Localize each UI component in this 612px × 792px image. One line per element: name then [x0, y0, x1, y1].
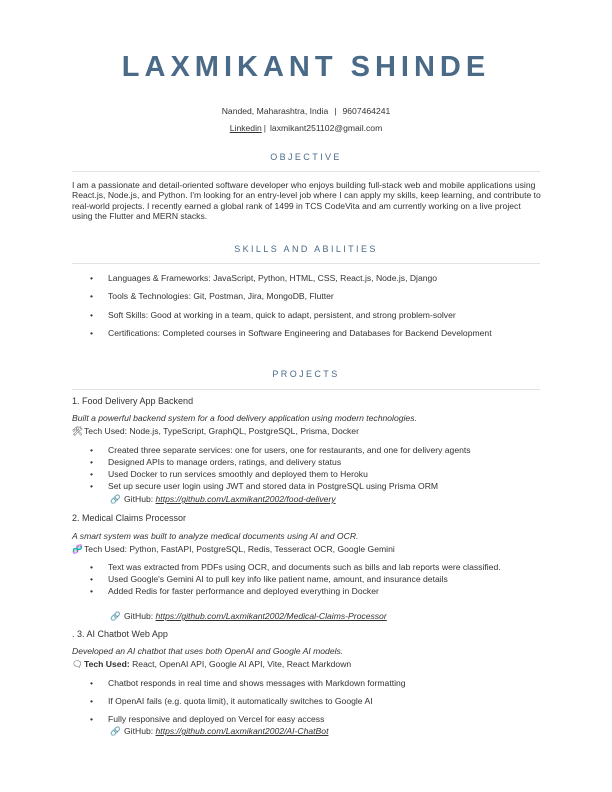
tools-icon: 🛠: [72, 426, 83, 436]
github-row: 🔗 GitHub: https://github.com/Laxmikant2002/food-delivery: [110, 494, 336, 504]
github-link[interactable]: https://github.com/Laxmikant2002/Medical-Claims-Processor: [155, 611, 387, 621]
project-points: [90, 678, 540, 724]
list-item: • Used Docker to run services smoothly and deployed them to Heroku: [90, 469, 368, 480]
list-item: • Set up secure user login using JWT and stored data in PostgreSQL using Prisma ORM: [90, 481, 439, 492]
bullet: •: [90, 562, 94, 572]
bullet: •: [90, 678, 94, 688]
skill-item: • Certifications: Completed courses in Software Engineering and Databases for Backend Development: [90, 328, 492, 339]
project-points: [90, 562, 540, 597]
bullet: •: [90, 469, 94, 480]
bullet: •: [90, 574, 94, 585]
github-row: 🔗 GitHub: https://github.com/Laxmikant2002/Medical-Claims-Processor: [110, 611, 387, 621]
speech-bubble-icon: 🗨: [72, 659, 83, 669]
project-description: Developed an AI chatbot that uses both OpenAI and Google AI models.: [72, 646, 344, 656]
skill-item: • Soft Skills: Good at working in a team, quick to adapt, persistent, and strong problem-solver: [90, 309, 456, 320]
contact-links: [0, 123, 612, 133]
bullet: •: [90, 696, 94, 706]
section-divider: [72, 389, 540, 390]
link-icon: 🔗: [110, 611, 121, 621]
skill-item: • Languages & Frameworks: JavaScript, Python, HTML, CSS, React.js, Node.js, Django: [90, 273, 438, 283]
list-item: • If OpenAI fails (e.g. quota limit), it automatically switches to Google AI: [90, 696, 373, 706]
dna-icon: 🧬: [72, 544, 83, 554]
link-icon: 🔗: [110, 726, 121, 736]
project-title: 1. Food Delivery App Backend: [72, 396, 194, 406]
linkedin-link[interactable]: Linkedin: [229, 123, 262, 133]
list-item: • Designed APIs to manage orders, ratings, and delivery status: [90, 457, 342, 468]
project-title: . 3. AI Chatbot Web App: [72, 629, 168, 639]
bullet: •: [90, 457, 94, 468]
separator: |: [334, 106, 337, 116]
candidate-name: LAXMIKANT SHINDE: [121, 51, 491, 83]
list-item: • Used Google's Gemini AI to pull key info like patient name, amount, and insurance details: [90, 574, 448, 585]
tech-used: 🛠Tech Used: Node.js, TypeScript, GraphQL, PostgreSQL, Prisma, Docker: [72, 426, 359, 436]
github-row: 🔗 GitHub: https://github.com/Laxmikant2002/AI-ChatBot: [110, 726, 329, 736]
github-link[interactable]: https://github.com/Laxmikant2002/food-delivery: [155, 494, 336, 504]
list-item: • Added Redis for faster performance and deployed everything in Docker: [90, 586, 379, 597]
bullet: •: [90, 273, 94, 283]
bullet: •: [90, 328, 94, 339]
contact-line: [0, 106, 612, 116]
section-title-projects: PROJECTS: [272, 369, 340, 379]
bullet: •: [90, 309, 94, 320]
list-item: • Text was extracted from PDFs using OCR, and documents such as bills and lab reports were classified.: [90, 562, 501, 572]
tech-used: 🗨Tech Used: React, OpenAI API, Google AI API, Vite, React Markdown: [72, 659, 352, 669]
project-points: [90, 445, 540, 492]
bullet: •: [90, 714, 94, 724]
section-divider: [72, 263, 540, 264]
github-link[interactable]: https://github.com/Laxmikant2002/AI-ChatBot: [155, 726, 329, 736]
list-item: • Created three separate services: one for users, one for restaurants, and one for delivery agents: [90, 445, 471, 455]
project-description: Built a powerful backend system for a food delivery application using modern technologies.: [72, 413, 417, 423]
list-item: • Chatbot responds in real time and shows messages with Markdown formatting: [90, 678, 406, 688]
skills-list: [90, 273, 540, 339]
bullet: •: [90, 445, 94, 455]
objective-text: I am a passionate and detail-oriented software developer who enjoys building full-stack web and mobile applications using React.js, Node.js, and Python. I'm looking for an entry-level job where I can apply my skills, keep learning, and contribute to real-world projects. I recently earned a global rank of 1499 in TCS CodeVita and am currently working on a live project using the Flutter and MERN stacks.: [72, 180, 541, 222]
phone-text: 9607464241: [342, 106, 391, 116]
section-title-skills: SKILLS AND ABILITIES: [234, 244, 378, 254]
skill-item: • Tools & Technologies: Git, Postman, Jira, MongoDB, Flutter: [90, 291, 334, 302]
link-icon: 🔗: [110, 494, 121, 504]
section-divider: [72, 171, 540, 172]
project-title: 2. Medical Claims Processor: [72, 513, 187, 523]
email-text[interactable]: laxmikant251102@gmail.com: [270, 123, 383, 133]
bullet: •: [90, 481, 94, 492]
separator: |: [263, 123, 267, 133]
section-title-objective: OBJECTIVE: [270, 152, 342, 162]
location-text: Nanded, Maharashtra, India: [221, 106, 329, 116]
list-item: • Fully responsive and deployed on Vercel for easy access: [90, 714, 325, 724]
bullet: •: [90, 291, 94, 302]
tech-used: 🧬Tech Used: Python, FastAPI, PostgreSQL, Redis, Tesseract OCR, Google Gemini: [72, 544, 395, 554]
bullet: •: [90, 586, 94, 597]
project-description: A smart system was built to analyze medical documents using AI and OCR.: [72, 531, 359, 541]
